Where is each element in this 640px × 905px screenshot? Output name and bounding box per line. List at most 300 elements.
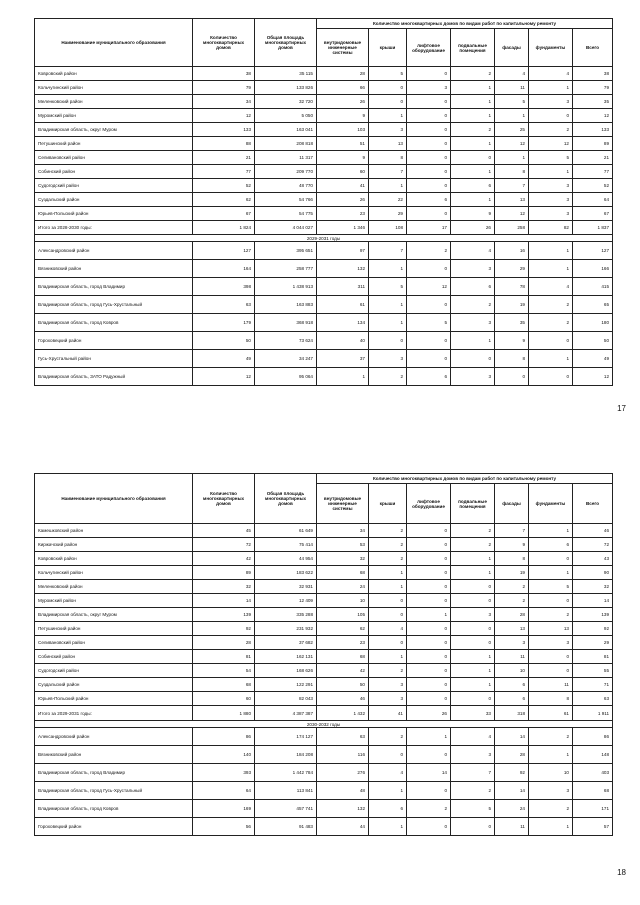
- house-count-cell: 62: [193, 193, 255, 207]
- total-area-cell: 208 818: [255, 137, 317, 151]
- municipality-name-cell: Вязниковский район: [35, 746, 193, 764]
- house-count-cell: 49: [193, 350, 255, 368]
- elevator-count-cell: 2: [407, 800, 451, 818]
- house-count-cell: 139: [193, 608, 255, 622]
- facades-count-cell: 14: [495, 782, 529, 800]
- total-count-cell: 21: [573, 151, 613, 165]
- municipality-name-cell: Селивановский район: [35, 636, 193, 650]
- basement-count-cell: 4: [451, 728, 495, 746]
- elevator-count-cell: 26: [407, 706, 451, 721]
- total-count-cell: 12: [573, 368, 613, 386]
- table-row: [35, 594, 613, 608]
- table-row: [35, 728, 613, 746]
- elevator-count-cell: 6: [407, 193, 451, 207]
- basement-count-cell: 0: [451, 622, 495, 636]
- engineering-count-cell: 63: [317, 728, 369, 746]
- foundations-count-cell: 3: [529, 207, 573, 221]
- elevator-count-cell: 17: [407, 221, 451, 235]
- elevator-count-cell: 0: [407, 151, 451, 165]
- header-elevator: лифтовое оборудование: [407, 484, 451, 524]
- basement-count-cell: 2: [451, 538, 495, 552]
- municipality-name-cell: Итого за 2028-2030 годы:: [35, 221, 193, 235]
- table-row: [35, 664, 613, 678]
- total-count-cell: 63: [573, 692, 613, 706]
- total-area-cell: 184 208: [255, 746, 317, 764]
- basement-count-cell: 2: [451, 296, 495, 314]
- total-count-cell: 32: [573, 580, 613, 594]
- basement-count-cell: 4: [451, 242, 495, 260]
- elevator-count-cell: 0: [407, 594, 451, 608]
- municipality-name-cell: Владимирская область, город Ковров: [35, 800, 193, 818]
- municipality-name-cell: Юрьев-Польский район: [35, 692, 193, 706]
- municipality-name-cell: Суздальский район: [35, 678, 193, 692]
- facades-count-cell: 1: [495, 109, 529, 123]
- facades-count-cell: 12: [495, 207, 529, 221]
- total-block: [35, 706, 613, 721]
- total-count-cell: 180: [573, 314, 613, 332]
- total-count-cell: 90: [573, 566, 613, 580]
- elevator-count-cell: 12: [407, 278, 451, 296]
- table-row: [35, 137, 613, 151]
- municipality-name-cell: Муромский район: [35, 594, 193, 608]
- table-row: [35, 368, 613, 386]
- roofs-count-cell: 2: [369, 728, 407, 746]
- facades-count-cell: 9: [495, 538, 529, 552]
- engineering-count-cell: 66: [317, 81, 369, 95]
- elevator-count-cell: 0: [407, 622, 451, 636]
- engineering-count-cell: 41: [317, 179, 369, 193]
- municipality-name-cell: Камешковский район: [35, 524, 193, 538]
- elevator-count-cell: 0: [407, 692, 451, 706]
- basement-count-cell: 0: [451, 350, 495, 368]
- house-count-cell: 81: [193, 650, 255, 664]
- total-area-cell: 335 288: [255, 608, 317, 622]
- engineering-count-cell: 26: [317, 95, 369, 109]
- section-block: [35, 721, 613, 728]
- section-block: [35, 235, 613, 242]
- engineering-count-cell: 311: [317, 278, 369, 296]
- total-area-cell: 82 043: [255, 692, 317, 706]
- foundations-count-cell: 0: [529, 332, 573, 350]
- engineering-count-cell: 23: [317, 636, 369, 650]
- house-count-cell: 52: [193, 179, 255, 193]
- house-count-cell: 133: [193, 123, 255, 137]
- engineering-count-cell: 26: [317, 193, 369, 207]
- roofs-count-cell: 0: [369, 332, 407, 350]
- roofs-count-cell: 1: [369, 650, 407, 664]
- house-count-cell: 89: [193, 566, 255, 580]
- total-block: [35, 221, 613, 235]
- header-roofs: крыши: [369, 484, 407, 524]
- roofs-count-cell: 0: [369, 95, 407, 109]
- total-count-cell: 64: [573, 193, 613, 207]
- municipality-name-cell: Гусь-Хрустальный район: [35, 350, 193, 368]
- elevator-count-cell: 0: [407, 538, 451, 552]
- house-count-cell: 79: [193, 81, 255, 95]
- roofs-count-cell: 1: [369, 818, 407, 836]
- header-area: Общая площадь многоквартирных домов: [255, 19, 317, 67]
- house-count-cell: 34: [193, 95, 255, 109]
- total-area-cell: 48 770: [255, 179, 317, 193]
- municipality-name-cell: Меленковский район: [35, 580, 193, 594]
- house-count-cell: 45: [193, 524, 255, 538]
- municipality-name-cell: Владимирская область, округ Муром: [35, 123, 193, 137]
- basement-count-cell: 3: [451, 608, 495, 622]
- elevator-count-cell: 0: [407, 137, 451, 151]
- roofs-count-cell: 0: [369, 636, 407, 650]
- foundations-count-cell: 2: [529, 800, 573, 818]
- municipality-name-cell: Собинский район: [35, 165, 193, 179]
- facades-count-cell: 258: [495, 221, 529, 235]
- elevator-count-cell: 2: [407, 242, 451, 260]
- basement-count-cell: 0: [451, 151, 495, 165]
- municipality-name-cell: Ковровский район: [35, 67, 193, 81]
- house-count-cell: 72: [193, 538, 255, 552]
- house-count-cell: 56: [193, 818, 255, 836]
- elevator-count-cell: 1: [407, 728, 451, 746]
- roofs-count-cell: 29: [369, 207, 407, 221]
- table-row: [35, 95, 613, 109]
- roofs-count-cell: 1: [369, 260, 407, 278]
- roofs-count-cell: 5: [369, 278, 407, 296]
- roofs-count-cell: 4: [369, 764, 407, 782]
- total-area-cell: 91 483: [255, 818, 317, 836]
- roofs-count-cell: 2: [369, 368, 407, 386]
- foundations-count-cell: 2: [529, 123, 573, 137]
- roofs-count-cell: 2: [369, 552, 407, 566]
- elevator-count-cell: 0: [407, 782, 451, 800]
- basement-count-cell: 2: [451, 67, 495, 81]
- roofs-count-cell: 0: [369, 746, 407, 764]
- foundations-count-cell: 5: [529, 151, 573, 165]
- house-count-cell: 140: [193, 746, 255, 764]
- elevator-count-cell: 0: [407, 179, 451, 193]
- section-title: 2029-2031 годы: [35, 235, 613, 242]
- table-row: [35, 650, 613, 664]
- table-row: [35, 692, 613, 706]
- table-row: [35, 800, 613, 818]
- basement-count-cell: 0: [451, 636, 495, 650]
- total-count-cell: 139: [573, 608, 613, 622]
- municipality-name-cell: Петушинский район: [35, 137, 193, 151]
- engineering-count-cell: 60: [317, 165, 369, 179]
- facades-count-cell: 28: [495, 608, 529, 622]
- facades-count-cell: 35: [495, 314, 529, 332]
- facades-count-cell: 14: [495, 728, 529, 746]
- elevator-count-cell: 0: [407, 123, 451, 137]
- total-count-cell: 166: [573, 260, 613, 278]
- total-area-cell: 95 064: [255, 368, 317, 386]
- basement-count-cell: 1: [451, 566, 495, 580]
- foundations-count-cell: 8: [529, 692, 573, 706]
- engineering-count-cell: 34: [317, 524, 369, 538]
- total-area-cell: 183 622: [255, 566, 317, 580]
- total-area-cell: 54 775: [255, 207, 317, 221]
- foundations-count-cell: 0: [529, 552, 573, 566]
- header-facades: фасады: [495, 29, 529, 67]
- table-row: [35, 109, 613, 123]
- facades-count-cell: 318: [495, 706, 529, 721]
- municipality-name-cell: Селивановский район: [35, 151, 193, 165]
- municipality-name-cell: Владимирская область, город Ковров: [35, 314, 193, 332]
- facades-count-cell: 2: [495, 594, 529, 608]
- house-count-cell: 127: [193, 242, 255, 260]
- total-count-cell: 49: [573, 350, 613, 368]
- total-area-cell: 457 741: [255, 800, 317, 818]
- elevator-count-cell: 6: [407, 368, 451, 386]
- engineering-count-cell: 10: [317, 594, 369, 608]
- roofs-count-cell: 7: [369, 242, 407, 260]
- basement-count-cell: 6: [451, 179, 495, 193]
- roofs-count-cell: 2: [369, 538, 407, 552]
- table-row: [35, 566, 613, 580]
- basement-count-cell: 3: [451, 746, 495, 764]
- basement-count-cell: 2: [451, 524, 495, 538]
- roofs-count-cell: 1: [369, 580, 407, 594]
- roofs-count-cell: 1: [369, 109, 407, 123]
- elevator-count-cell: 0: [407, 165, 451, 179]
- total-count-cell: 57: [573, 818, 613, 836]
- table-row: [35, 151, 613, 165]
- house-count-cell: 179: [193, 314, 255, 332]
- municipality-name-cell: Гороховецкий район: [35, 332, 193, 350]
- house-count-cell: 77: [193, 165, 255, 179]
- table-row: [35, 242, 613, 260]
- foundations-count-cell: 4: [529, 67, 573, 81]
- house-count-cell: 32: [193, 580, 255, 594]
- roofs-count-cell: 7: [369, 165, 407, 179]
- basement-count-cell: 2: [451, 782, 495, 800]
- total-area-cell: 4 044 027: [255, 221, 317, 235]
- municipality-name-cell: Александровский район: [35, 242, 193, 260]
- facades-count-cell: 13: [495, 193, 529, 207]
- total-count-cell: 35: [573, 95, 613, 109]
- header-engineering: внутридомовые инженерные системы: [317, 29, 369, 67]
- facades-count-cell: 7: [495, 179, 529, 193]
- basement-count-cell: 3: [451, 260, 495, 278]
- municipality-name-cell: Суздальский район: [35, 193, 193, 207]
- foundations-count-cell: 2: [529, 296, 573, 314]
- municipality-name-cell: Владимирская область, город Владимир: [35, 278, 193, 296]
- house-count-cell: 21: [193, 151, 255, 165]
- table-row: [35, 332, 613, 350]
- foundations-count-cell: 0: [529, 650, 573, 664]
- foundations-count-cell: 4: [529, 278, 573, 296]
- roofs-count-cell: 0: [369, 594, 407, 608]
- total-area-cell: 168 626: [255, 664, 317, 678]
- house-count-cell: 67: [193, 207, 255, 221]
- rows-block-b: [35, 242, 613, 386]
- facades-count-cell: 2: [495, 580, 529, 594]
- section-title: 2030-2032 годы: [35, 721, 613, 728]
- total-count-cell: 133: [573, 123, 613, 137]
- elevator-count-cell: 0: [407, 650, 451, 664]
- table-row: [35, 818, 613, 836]
- roofs-count-cell: 8: [369, 151, 407, 165]
- total-area-cell: 12 409: [255, 594, 317, 608]
- header-foundations: фундаменты: [529, 484, 573, 524]
- table-row: [35, 260, 613, 278]
- engineering-count-cell: 62: [317, 622, 369, 636]
- engineering-count-cell: 23: [317, 207, 369, 221]
- facades-count-cell: 28: [495, 746, 529, 764]
- house-count-cell: 164: [193, 260, 255, 278]
- total-area-cell: 1 438 913: [255, 278, 317, 296]
- house-count-cell: 38: [193, 67, 255, 81]
- table-row: [35, 350, 613, 368]
- table-row: [35, 636, 613, 650]
- total-area-cell: 162 131: [255, 650, 317, 664]
- roofs-count-cell: 1: [369, 566, 407, 580]
- total-count-cell: 148: [573, 746, 613, 764]
- basement-count-cell: 26: [451, 221, 495, 235]
- municipality-name-cell: Итого за 2029-2031 годы:: [35, 706, 193, 721]
- foundations-count-cell: 1: [529, 350, 573, 368]
- engineering-count-cell: 1 432: [317, 706, 369, 721]
- table-row: [35, 193, 613, 207]
- house-count-cell: 88: [193, 137, 255, 151]
- municipality-name-cell: Судогодский район: [35, 179, 193, 193]
- facades-count-cell: 4: [495, 67, 529, 81]
- municipality-name-cell: Кольчугинский район: [35, 81, 193, 95]
- total-count-cell: 46: [573, 524, 613, 538]
- municipality-name-cell: Собинский район: [35, 650, 193, 664]
- engineering-count-cell: 46: [317, 692, 369, 706]
- engineering-count-cell: 68: [317, 566, 369, 580]
- header-basement: подвальные помещения: [451, 29, 495, 67]
- total-area-cell: 163 041: [255, 123, 317, 137]
- foundations-count-cell: 3: [529, 193, 573, 207]
- total-area-cell: 11 317: [255, 151, 317, 165]
- total-area-cell: 113 841: [255, 782, 317, 800]
- foundations-count-cell: 5: [529, 580, 573, 594]
- roofs-count-cell: 4: [369, 622, 407, 636]
- total-area-cell: 61 649: [255, 524, 317, 538]
- basement-count-cell: 9: [451, 207, 495, 221]
- total-count-cell: 52: [573, 179, 613, 193]
- facades-count-cell: 7: [495, 524, 529, 538]
- facades-count-cell: 25: [495, 123, 529, 137]
- basement-count-cell: 1: [451, 109, 495, 123]
- header-name: Наименование муниципального образования: [35, 474, 193, 524]
- facades-count-cell: 29: [495, 260, 529, 278]
- house-count-cell: 92: [193, 622, 255, 636]
- header-facades: фасады: [495, 484, 529, 524]
- facades-count-cell: 24: [495, 800, 529, 818]
- engineering-count-cell: 51: [317, 137, 369, 151]
- engineering-count-cell: 132: [317, 260, 369, 278]
- basement-count-cell: 1: [451, 193, 495, 207]
- table-row: [35, 622, 613, 636]
- house-count-cell: 54: [193, 664, 255, 678]
- facades-count-cell: 9: [495, 332, 529, 350]
- total-count-cell: 89: [573, 137, 613, 151]
- roofs-count-cell: 13: [369, 137, 407, 151]
- foundations-count-cell: 3: [529, 95, 573, 109]
- basement-count-cell: 1: [451, 137, 495, 151]
- page-17: [0, 0, 640, 450]
- house-count-cell: 12: [193, 368, 255, 386]
- foundations-count-cell: 1: [529, 818, 573, 836]
- roofs-count-cell: 1: [369, 782, 407, 800]
- elevator-count-cell: 0: [407, 552, 451, 566]
- table-row: [35, 67, 613, 81]
- total-count-cell: 403: [573, 764, 613, 782]
- municipality-name-cell: Петушинский район: [35, 622, 193, 636]
- header-count: Количество многоквартирных домов: [193, 19, 255, 67]
- foundations-count-cell: 6: [529, 538, 573, 552]
- total-count-cell: 72: [573, 538, 613, 552]
- total-area-cell: 395 651: [255, 242, 317, 260]
- total-count-cell: 79: [573, 81, 613, 95]
- house-count-cell: 42: [193, 552, 255, 566]
- total-count-cell: 12: [573, 109, 613, 123]
- engineering-count-cell: 1 346: [317, 221, 369, 235]
- table-row: [35, 524, 613, 538]
- basement-count-cell: 3: [451, 314, 495, 332]
- total-row: [35, 221, 613, 235]
- municipality-name-cell: Александровский район: [35, 728, 193, 746]
- municipality-name-cell: Юрьев-Польский район: [35, 207, 193, 221]
- house-count-cell: 50: [193, 332, 255, 350]
- header-area: Общая площадь многоквартирных домов: [255, 474, 317, 524]
- facades-count-cell: 78: [495, 278, 529, 296]
- roofs-count-cell: 1: [369, 296, 407, 314]
- header-total: Всего: [573, 484, 613, 524]
- basement-count-cell: 1: [451, 650, 495, 664]
- header-roofs: крыши: [369, 29, 407, 67]
- facades-count-cell: 92: [495, 764, 529, 782]
- foundations-count-cell: 0: [529, 368, 573, 386]
- municipality-name-cell: Владимирская область, округ Муром: [35, 608, 193, 622]
- elevator-count-cell: 0: [407, 664, 451, 678]
- facades-count-cell: 3: [495, 636, 529, 650]
- total-area-cell: 231 932: [255, 622, 317, 636]
- elevator-count-cell: 0: [407, 746, 451, 764]
- facades-count-cell: 6: [495, 692, 529, 706]
- basement-count-cell: 1: [451, 678, 495, 692]
- total-count-cell: 1 911: [573, 706, 613, 721]
- basement-count-cell: 0: [451, 594, 495, 608]
- total-area-cell: 368 918: [255, 314, 317, 332]
- total-area-cell: 44 954: [255, 552, 317, 566]
- page-18: [0, 450, 640, 905]
- facades-count-cell: 6: [495, 678, 529, 692]
- engineering-count-cell: 276: [317, 764, 369, 782]
- foundations-count-cell: 0: [529, 664, 573, 678]
- engineering-count-cell: 37: [317, 350, 369, 368]
- engineering-count-cell: 68: [317, 650, 369, 664]
- municipality-name-cell: Владимирская область, город Гусь-Хрустальный: [35, 782, 193, 800]
- engineering-count-cell: 28: [317, 67, 369, 81]
- municipality-name-cell: Киржачский район: [35, 538, 193, 552]
- total-count-cell: 68: [573, 782, 613, 800]
- roofs-count-cell: 2: [369, 524, 407, 538]
- total-area-cell: 54 766: [255, 193, 317, 207]
- roofs-count-cell: 1: [369, 179, 407, 193]
- repair-table: [34, 473, 613, 836]
- elevator-count-cell: 0: [407, 332, 451, 350]
- elevator-count-cell: 0: [407, 524, 451, 538]
- house-count-cell: 398: [193, 278, 255, 296]
- house-count-cell: 14: [193, 594, 255, 608]
- facades-count-cell: 10: [495, 664, 529, 678]
- house-count-cell: 28: [193, 636, 255, 650]
- total-count-cell: 55: [573, 664, 613, 678]
- header-basement: подвальные помещения: [451, 484, 495, 524]
- table-row: [35, 678, 613, 692]
- table-row: [35, 746, 613, 764]
